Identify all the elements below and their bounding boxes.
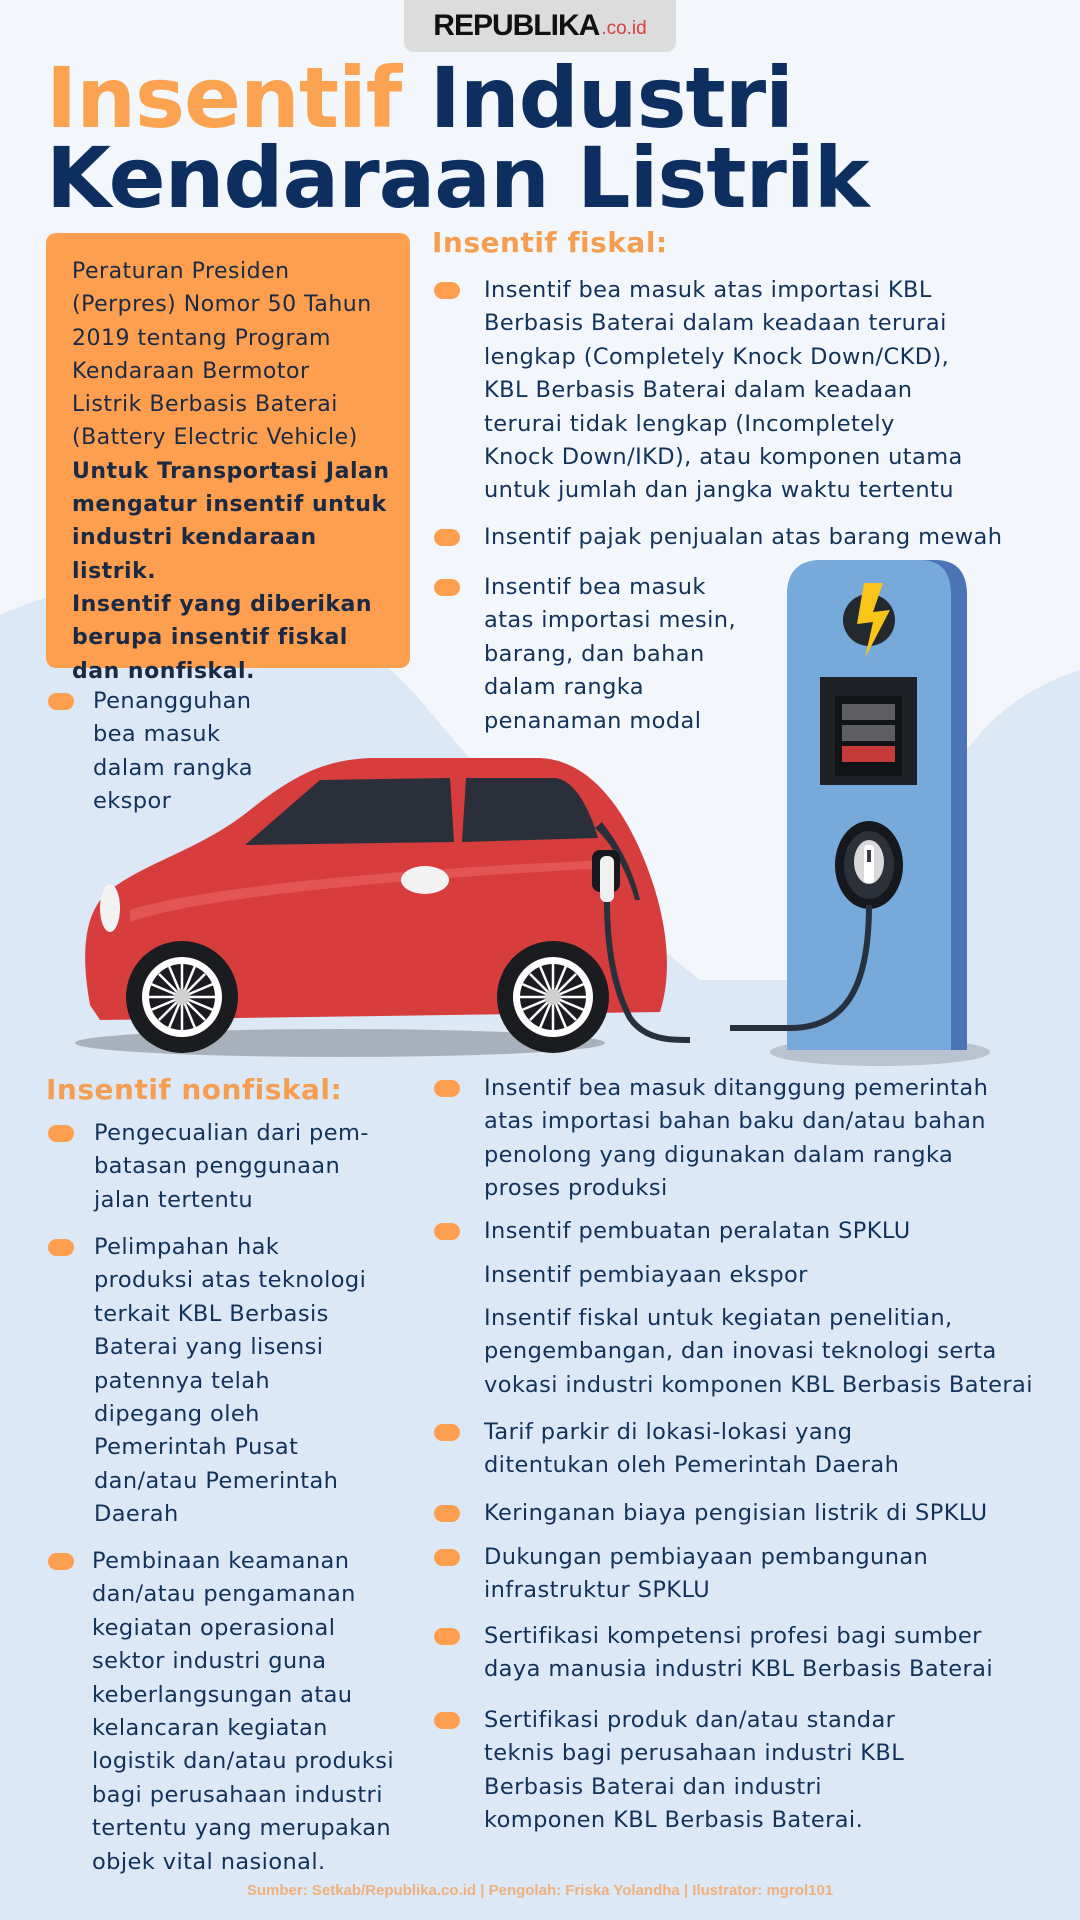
bullet-icon [434,579,460,596]
intro-bold-line: berupa insentif fiskal [72,625,348,651]
item-line: vokasi industri komponen KBL Berbasis Baterai [484,1371,1033,1398]
intro-bold-line: industri kendaraan listrik. [72,525,317,584]
item-line: penolong yang digunakan dalam rangka [484,1141,954,1168]
item-line: Pengecualian dari pem- [94,1120,369,1146]
item-line: Insentif fiskal untuk kegiatan penelitian, [484,1305,953,1331]
item-line: keberlangsungan atau [92,1681,353,1708]
item-line: kelancaran kegiatan [92,1715,328,1742]
bullet-icon [434,1080,460,1097]
intro-bold-line: mengatur insentif untuk [72,492,387,518]
item-line: produksi atas teknologi [94,1267,367,1294]
intro-regular-line: 2019 tentang Program [72,325,331,351]
item-line: ditentukan oleh Pemerintah Daerah [484,1452,900,1479]
item-line: patennya telah [94,1367,271,1394]
item-line: daya manusia industri KBL Berbasis Baterai [484,1656,994,1683]
battery-indicator-icon [820,677,917,785]
intro-bold-line: Insentif yang diberikan [72,591,373,617]
car-headlight [100,884,120,932]
item-line: terurai tidak lengkap (Incompletely [484,410,895,437]
intro-regular-line: Peraturan Presiden [72,259,290,284]
publisher-logo [404,0,676,52]
item-line: Knock Down/IKD), atau komponen utama [484,444,963,471]
item-line: atas importasi bahan baku dan/atau bahan [484,1108,986,1135]
item-line: objek vital nasional. [92,1848,326,1875]
item-line: bea masuk [93,721,221,748]
item-line: komponen KBL Berbasis Baterai. [484,1807,864,1834]
item-line: Sertifikasi kompetensi profesi bagi sumber [484,1623,982,1649]
page-title [46,49,869,227]
title-accent: Insentif [46,49,402,147]
item-line: Pemerintah Pusat [94,1434,299,1461]
item-line: Baterai yang lisensi [94,1334,324,1361]
item-line: dan/atau Pemerintah [94,1467,339,1494]
nonfiskal-item [432,1704,1072,1838]
title-line1-rest: Industri [429,49,793,147]
item-line: pengembangan, dan inovasi teknologi serta [484,1338,997,1365]
rear-wheel-icon [497,941,609,1053]
bullet-icon [434,1223,460,1240]
bullet-icon [434,1628,460,1645]
fiskal-item [432,1259,1072,1292]
intro-regular-line: (Battery Electric Vehicle) [72,425,358,451]
nonfiskal-item [46,1545,426,1879]
item-line: Berbasis Baterai dan industri [484,1773,822,1800]
bullet-icon [434,1712,460,1729]
item-line: Dukungan pembiayaan pembangunan [484,1544,929,1570]
front-wheel-icon [126,941,238,1053]
item-line: sektor industri guna [92,1648,327,1675]
nonfiskal-item [432,1541,1072,1608]
item-line: Penangguhan [93,688,252,714]
intro-regular-line: (Perpres) Nomor 50 Tahun [72,292,372,318]
bullet-icon [434,529,460,546]
item-line: Insentif bea masuk ditanggung pemerintah [484,1075,989,1101]
item-line: dalam rangka [93,754,253,781]
fiskal-item [432,274,1032,508]
fiskal-item [432,571,762,738]
item-line: dan/atau pengamanan [92,1581,356,1608]
item-line: jalan tertentu [94,1186,254,1213]
item-line: Tarif parkir di lokasi-lokasi yang [484,1419,853,1445]
item-line: penanaman modal [484,707,702,734]
bullet-icon [48,1553,74,1570]
bullet-icon [48,1239,74,1256]
item-line: Berbasis Baterai dalam keadaan terurai [484,310,947,337]
fiskal-item [432,1072,1072,1206]
bullet-icon [434,282,460,299]
bullet-icon [434,1549,460,1566]
fiskal-item [432,1215,1072,1248]
item-line: ekspor [93,788,172,815]
item-line: tertentu yang merupakan [92,1815,392,1842]
item-line: Keringanan biaya pengisian listrik di SPKLU [484,1500,988,1526]
item-line: infrastruktur SPKLU [484,1577,711,1604]
fiskal-heading: Insentif fiskal: [432,226,668,259]
item-line: Daerah [94,1501,179,1528]
bullet-icon [48,1125,74,1142]
nonfiskal-item [46,1231,386,1532]
item-line: untuk jumlah dan jangka waktu tertentu [484,477,954,504]
logo-wordmark: REPUBLIKA [433,9,600,42]
car-door-handle [401,866,449,894]
title-line2: Kendaraan Listrik [46,129,869,227]
item-line: terkait KBL Berbasis [94,1300,329,1327]
item-line: KBL Berbasis Baterai dalam keadaan [484,377,913,404]
nonfiskal-heading: Insentif nonfiskal: [46,1073,343,1106]
item-line: atas importasi mesin, [484,607,737,634]
item-line: Insentif pembuatan peralatan SPKLU [484,1218,911,1244]
item-line: Insentif pembiayaan ekspor [484,1262,808,1288]
intro-bold-line: Untuk Transportasi Jalan [72,458,390,484]
item-line: Sertifikasi produk dan/atau standar [484,1707,896,1733]
charging-station-illustration [730,550,1030,1070]
nonfiskal-item [432,1620,1072,1687]
item-line: bagi perusahaan industri [92,1781,383,1808]
charging-socket-icon [835,821,903,909]
intro-box [46,233,410,684]
item-line: proses produksi [484,1175,668,1202]
item-line: Insentif bea masuk [484,574,706,600]
item-line: dipegang oleh [94,1401,260,1428]
intro-regular-line: Kendaraan Bermotor [72,358,310,384]
bullet-icon [434,1505,460,1522]
item-line: batasan penggunaan [94,1153,341,1180]
fiskal-item [432,1302,1080,1402]
intro-bold-line: dan nonfiskal. [72,658,255,684]
item-line: barang, dan bahan [484,640,705,667]
electric-car-illustration [70,750,690,1060]
item-line: dalam rangka [484,674,644,701]
item-line: Insentif bea masuk atas importasi KBL [484,277,932,303]
item-line: logistik dan/atau produksi [92,1748,394,1775]
credits-footer: Sumber: Setkab/Republika.co.id | Pengolah: Friska Yolandha | Ilustrator: mgrol101 [246,1882,834,1899]
item-line: Pelimpahan hak [94,1234,280,1260]
logo-domain: .co.id [601,18,647,39]
item-line: teknis bagi perusahaan industri KBL [484,1740,905,1767]
intro-regular-line: Listrik Berbasis Baterai [72,392,338,418]
item-line: kegiatan operasional [92,1614,336,1641]
nonfiskal-item [46,1117,386,1217]
item-line: Insentif pajak penjualan atas barang mewah [484,524,1003,550]
item-line: lengkap (Completely Knock Down/CKD), [484,343,950,370]
nonfiskal-item [432,1497,1072,1530]
bullet-icon [434,1424,460,1441]
bullet-icon [48,693,74,710]
nonfiskal-item [432,1416,1072,1483]
item-line: Pembinaan keamanan [92,1548,350,1574]
